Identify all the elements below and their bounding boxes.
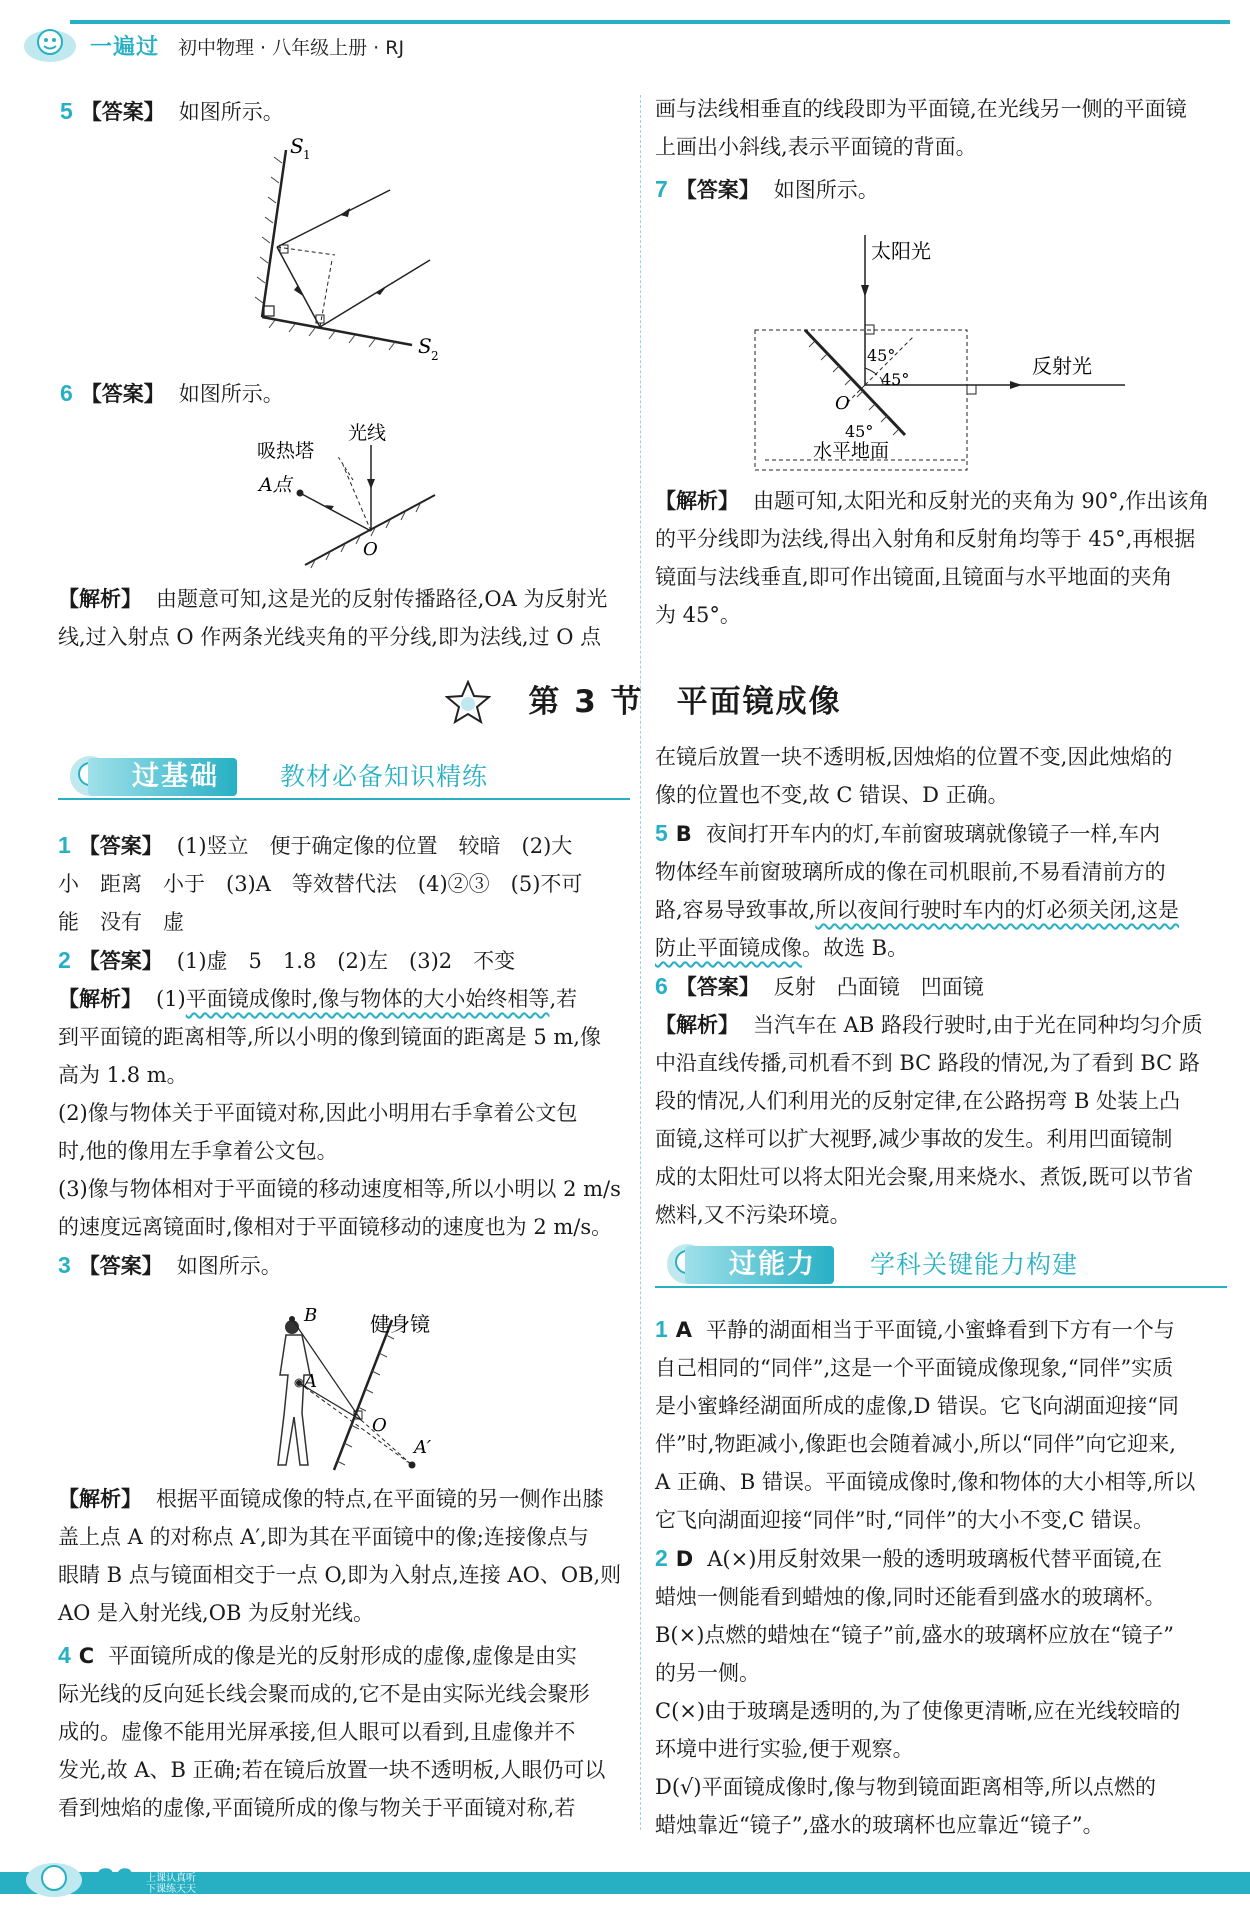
- question-number: 6: [655, 973, 668, 999]
- question-number: 5: [60, 98, 73, 124]
- analysis-line: 当汽车在 AB 路段行驶时,由于光在同种均匀介质: [753, 1013, 1203, 1037]
- label-ground: 水平地面: [813, 440, 890, 462]
- answer-text: 如图所示。: [773, 178, 879, 202]
- analysis-line: 画与法线相垂直的线段即为平面镜,在光线另一侧的平面镜: [655, 97, 1187, 121]
- footer-mascot-icon: [22, 1856, 86, 1900]
- answer-line: 自己相同的“同伴”,这是一个平面镜成像现象,“同伴”实质: [655, 1356, 1174, 1380]
- answer-line: C(×)由于玻璃是透明的,为了使像更清晰,应在光线较暗的: [655, 1699, 1181, 1723]
- answer-line: 是小蜜蜂经湖面所成的虚像,D 错误。它飞向湖面迎接“同: [655, 1394, 1179, 1418]
- figure-5-two-mirrors: [240, 135, 440, 365]
- answer-line: (1)竖立 便于确定像的位置 较暗 (2)大: [176, 834, 573, 858]
- analysis-tag: 【解析】: [655, 1013, 739, 1037]
- banner-basic: [58, 752, 630, 802]
- label-reflected-light: 反射光: [1032, 354, 1092, 378]
- analysis-line: 由题可知,太阳光和反射光的夹角为 90°,作出该角: [753, 489, 1210, 513]
- question-number: 2: [655, 1545, 668, 1571]
- answer-tag: 【答案】: [78, 1254, 163, 1278]
- answer-line: 的另一侧。: [655, 1661, 760, 1685]
- header-rule: [70, 20, 1230, 24]
- question-number: 7: [655, 176, 668, 202]
- answer-tag: 【答案】: [675, 975, 760, 999]
- answer-line: 蜡烛靠近“镜子”,盛水的玻璃杯也应靠近“镜子”。: [655, 1813, 1104, 1837]
- answer-text: 如图所示。: [178, 382, 284, 406]
- label-point-a: A点: [259, 474, 292, 496]
- answer-line: 际光线的反向延长线会聚而成的,它不是由实际光线会聚形: [58, 1682, 590, 1706]
- label-point-a-prime: A′: [414, 1437, 432, 1458]
- answer-line: 小 距离 小于 (3)A 等效替代法 (4)②③ (5)不可: [58, 872, 583, 896]
- analysis-line: 线,过入射点 O 作两条光线夹角的平分线,即为法线,过 O 点: [58, 625, 602, 649]
- right-main-lower: [655, 1310, 1230, 1844]
- answer-text: (1)虚 5 1.8 (2)左 (3)2 不变: [176, 949, 516, 973]
- analysis-line: 高为 1.8 m。: [58, 1063, 188, 1087]
- answer-line: 像的位置也不变,故 C 错误、D 正确。: [655, 783, 1009, 807]
- answer-line: 平面镜所成的像是光的反射形成的虚像,虚像是由实: [108, 1644, 577, 1668]
- left-main-column: 1 【答案】 (1)竖立 便于确定像的位置 较暗 (2)大 小 距离 小于 (3)A 等效替代法 (4)②③ (5)不可 能 没有 虚 2 【答案】 (1)虚 5 1.8 (2)左 (3)2 不变 【解析】 (1)平面镜成像时,像与物体的大小始终相等,若 到平面镜的距离相等,所以小明的像到镜面的距离是 5 m,像 高为 1.8 m。 (2)像与物体关于平面镜对称,因此小明用右手拿着公文包 时,他的像用左手拿着公文包。 (3)像与物体相对于平面镜的移动速度相等,所以小明以 2 m/s 的速度远离镜面时,像相对于平面镜移动的速度也为 2 m/s。 3 【答案】 如图所示。: [58, 826, 638, 1285]
- key-point-underline: 平面镜成像时,像与物体的大小始终相等: [185, 987, 550, 1011]
- answer-line: B(×)点燃的蜡烛在“镜子”前,盛水的玻璃杯应放在“镜子”: [655, 1623, 1175, 1647]
- left-main-lower: [58, 1480, 638, 1827]
- label-s2: S: [418, 334, 432, 358]
- label-point-a: A: [304, 1371, 317, 1392]
- label-point-o: O: [363, 539, 378, 560]
- answer-6-continued: [655, 90, 1230, 209]
- analysis-line: 眼睛 B 点与镜面相交于一点 O,即为入射点,连接 AO、OB,则: [58, 1563, 622, 1587]
- question-number: 4: [58, 1642, 71, 1668]
- question-number: 6: [60, 380, 73, 406]
- analysis-line: 根据平面镜成像的特点,在平面镜的另一侧作出膝: [156, 1487, 604, 1511]
- column-divider: [640, 95, 641, 1830]
- answer-tag: A: [675, 1318, 693, 1342]
- question-number: 3: [58, 1252, 71, 1278]
- label-s1: S: [290, 135, 304, 158]
- banner-subtitle: 教材必备知识精练: [280, 762, 489, 791]
- label-s2-subscript: 2: [431, 349, 439, 363]
- answer-text: 如图所示。: [178, 100, 284, 124]
- answer-line: 在镜后放置一块不透明板,因烛焰的位置不变,因此烛焰的: [655, 745, 1173, 769]
- label-point-b: B: [304, 1305, 318, 1326]
- analysis-line: 为 45°。: [655, 603, 741, 627]
- answer-tag: 【答案】: [80, 100, 165, 124]
- answer-line: 发光,故 A、B 正确;若在镜后放置一块不透明板,人眼仍可以: [58, 1758, 606, 1782]
- answer-tag: B: [675, 822, 692, 846]
- banner-ability: [655, 1240, 1227, 1290]
- answer-line: 伴”时,物距减小,像距也会随着减小,所以“同伴”向它迎来,: [655, 1432, 1176, 1456]
- answer-6-block: [60, 374, 640, 413]
- analysis-tag: 【解析】: [58, 587, 142, 611]
- mascot-logo-icon: [22, 22, 82, 64]
- figure-7-sun-reflection: [745, 225, 1135, 475]
- label-heat-tower: 吸热塔: [257, 440, 315, 462]
- answer-line: 夜间打开车内的灯,车前窗玻璃就像镜子一样,车内: [705, 822, 1161, 846]
- answer-line: 它飞向湖面迎接“同伴”时,“同伴”的大小不变,C 错误。: [655, 1508, 1155, 1532]
- answer-line: 能 没有 虚: [58, 910, 184, 934]
- section-title: 第 3 节 平面镜成像: [528, 684, 842, 720]
- question-number: 1: [58, 832, 71, 858]
- page-number: 26: [96, 1862, 134, 1900]
- label-fitness-mirror: 健身镜: [370, 1312, 430, 1336]
- answer-5-block: [60, 92, 640, 131]
- analysis-tag: 【解析】: [58, 1487, 142, 1511]
- answer-tag: C: [78, 1644, 95, 1668]
- answer-text: 反射 凸面镜 凹面镜: [773, 975, 984, 999]
- analysis-line: 由题意可知,这是光的反射传播路径,OA 为反射光: [156, 587, 608, 611]
- analysis-line: 盖上点 A 的对称点 A′,即为其在平面镜中的像;连接像点与: [58, 1525, 589, 1549]
- label-s1-subscript: 1: [303, 148, 311, 162]
- figure-6-solar-tower: [255, 415, 445, 575]
- analysis-line: (3)像与物体相对于平面镜的移动速度相等,所以小明以 2 m/s: [58, 1177, 621, 1201]
- answer-tag: 【答案】: [80, 382, 165, 406]
- answer-line: A(×)用反射效果一般的透明玻璃板代替平面镜,在: [707, 1547, 1163, 1571]
- answer-line: 物体经车前窗玻璃所成的像在司机眼前,不易看清前方的: [655, 860, 1166, 884]
- analysis-tag: 【解析】: [655, 489, 739, 513]
- analysis-line: 成的太阳灶可以将太阳光会聚,用来烧水、煮饭,既可以节省: [655, 1165, 1194, 1189]
- analysis-6-block: [58, 580, 638, 656]
- answer-line: D(√)平面镜成像时,像与物到镜面距离相等,所以点燃的: [655, 1775, 1156, 1799]
- banner-title: 过能力: [685, 1246, 834, 1284]
- label-angle-ground: 45°: [845, 422, 874, 441]
- label-point-o: O: [372, 1415, 387, 1436]
- banner-subtitle: 学科关键能力构建: [870, 1250, 1079, 1279]
- label-point-o: O: [835, 393, 850, 414]
- analysis-line: 的速度远离镜面时,像相对于平面镜移动的速度也为 2 m/s。: [58, 1215, 613, 1239]
- answer-line: 蜡烛一侧能看到蜡烛的像,同时还能看到盛水的玻璃杯。: [655, 1585, 1166, 1609]
- answer-text: 如图所示。: [176, 1254, 282, 1278]
- analysis-line: 的平分线即为法线,得出入射角和反射角均等于 45°,再根据: [655, 527, 1196, 551]
- analysis-line: 段的情况,人们利用光的反射定律,在公路拐弯 B 处装上凸: [655, 1089, 1181, 1113]
- label-angle-reflection: 45°: [881, 370, 910, 389]
- answer-line: 环境中进行实验,便于观察。: [655, 1737, 914, 1761]
- figure-3-fitness-mirror: [262, 1305, 442, 1475]
- key-point-underline: 防止平面镜成像: [655, 936, 802, 960]
- question-number: 1: [655, 1316, 668, 1342]
- right-main-upper: 在镜后放置一块不透明板,因烛焰的位置不变,因此烛焰的 像的位置也不变,故 C 错误、D 正确。 5 B 夜间打开车内的灯,车前窗玻璃就像镜子一样,车内 物体经车前窗玻璃所成的像在司机眼前,不易看清前方的 路,容易导致事故,所以夜间行驶时车内的灯必须关闭,这是 防止平面镜成像。故选 B。 6 【答案】 反射 凸面镜 凹面镜 【解析】 当汽车在 AB 路段行驶时,由于光在同种均匀介质 中沿直线传播,司机看不到 BC 路段的情况,为了看到 BC 路 段的情况,人们利用光的反射定律,在公路拐弯 B 处装上凸 面镜,这样可以扩大视野,减少事故的发生。利用凹面镜制 成的太阳灶可以将太阳光会聚,用来烧水、煮饭,既可以节省 燃料,又不污染环境。: [655, 738, 1230, 1234]
- analysis-7-block: [655, 482, 1230, 634]
- label-angle-incidence: 45°: [867, 346, 896, 365]
- analysis-line: 到平面镜的距离相等,所以小明的像到镜面的距离是 5 m,像: [58, 1025, 601, 1049]
- answer-line: 平静的湖面相当于平面镜,小蜜蜂看到下方有一个与: [706, 1318, 1175, 1342]
- course-title: 初中物理 · 八年级上册 · RJ: [178, 37, 405, 59]
- answer-tag: 【答案】: [78, 949, 163, 973]
- answer-line: 看到烛焰的虚像,平面镜所成的像与物关于平面镜对称,若: [58, 1796, 576, 1820]
- question-number: 5: [655, 820, 668, 846]
- analysis-line: 上画出小斜线,表示平面镜的背面。: [655, 135, 977, 159]
- question-number: 2: [58, 947, 71, 973]
- answer-tag: 【答案】: [675, 178, 760, 202]
- analysis-line: 中沿直线传播,司机看不到 BC 路段的情况,为了看到 BC 路: [655, 1051, 1200, 1075]
- analysis-line: 面镜,这样可以扩大视野,减少事故的发生。利用凹面镜制: [655, 1127, 1173, 1151]
- analysis-line: AO 是入射光线,OB 为反射光线。: [58, 1601, 375, 1625]
- answer-tag: D: [675, 1547, 694, 1571]
- footer-slogan: 上课认真听 下课练天天: [146, 1873, 196, 1895]
- brand-name: 一遍过: [90, 35, 160, 60]
- answer-line: 成的。虚像不能用光屏承接,但人眼可以看到,且虚像并不: [58, 1720, 576, 1744]
- analysis-line: 燃料,又不污染环境。: [655, 1203, 851, 1227]
- analysis-line: (2)像与物体关于平面镜对称,因此小明用右手拿着公文包: [58, 1101, 578, 1125]
- answer-tag: 【答案】: [78, 834, 163, 858]
- analysis-tag: 【解析】: [58, 987, 142, 1011]
- answer-line: A 正确、B 错误。平面镜成像时,像和物体的大小相等,所以: [655, 1470, 1196, 1494]
- analysis-line: 镜面与法线垂直,即可作出镜面,且镜面与水平地面的夹角: [655, 565, 1173, 589]
- key-point-underline: 所以夜间行驶时车内的灯必须关闭,这是: [815, 898, 1180, 922]
- analysis-line: 时,他的像用左手拿着公文包。: [58, 1139, 338, 1163]
- label-sunlight: 太阳光: [871, 239, 931, 263]
- banner-title: 过基础: [88, 758, 237, 796]
- label-light-ray: 光线: [348, 422, 387, 444]
